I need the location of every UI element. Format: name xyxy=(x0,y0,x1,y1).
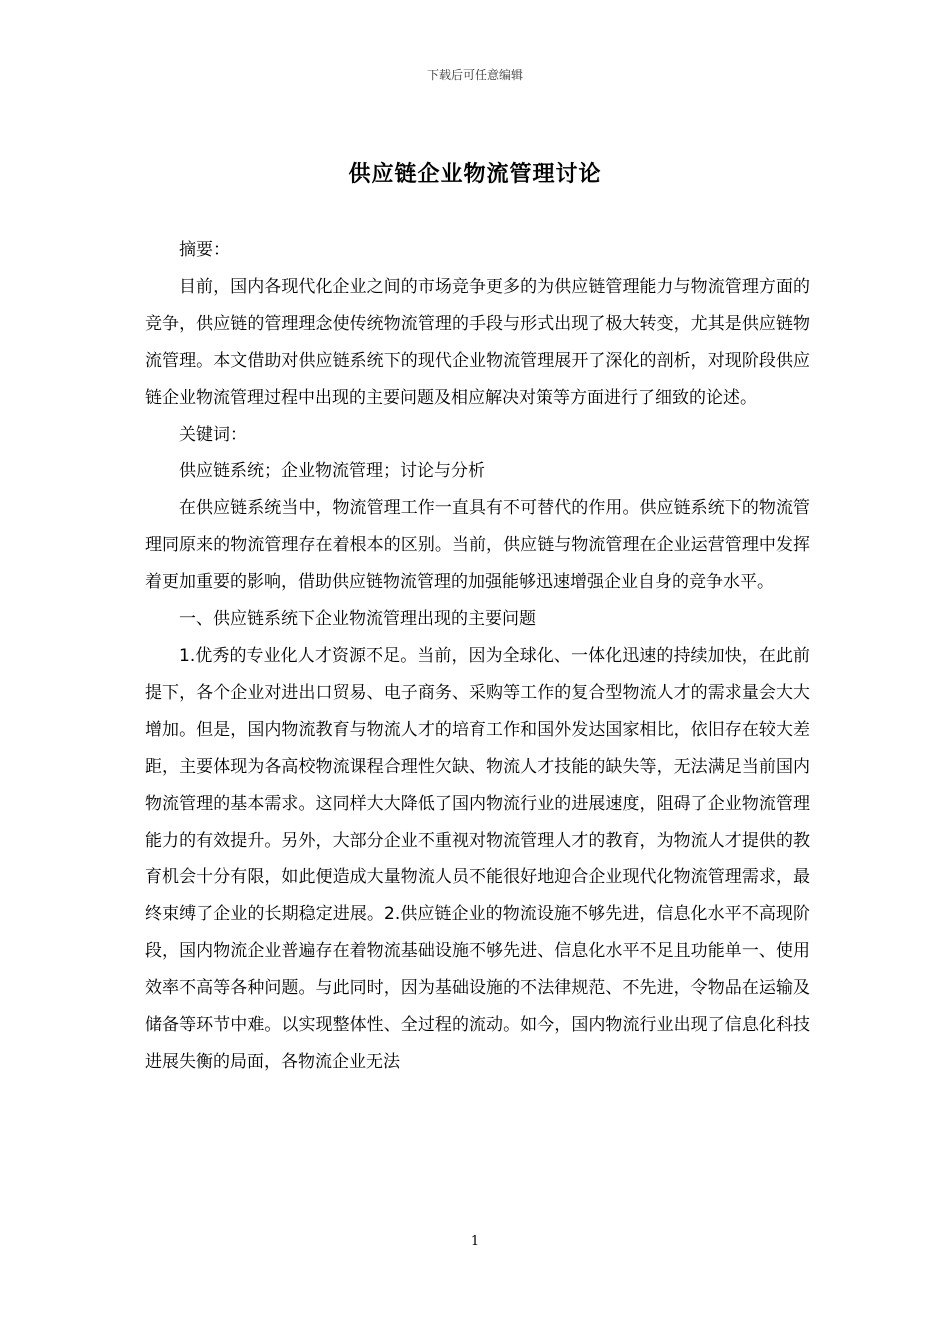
abstract-heading: 摘要： xyxy=(179,240,230,260)
document-body xyxy=(145,232,810,1081)
section-1-paragraph: 1.优秀的专业化人才资源不足。当前，因为全球化、一体化迅速的持续加快，在此前提下，各个企业对进出口贸易、电子商务、采购等工作的复合型物流人才的需求量会大大增加。但是，国内物流教育与物流人才的培育工作和国外发达国家相比，依旧存在较大差距，主要体现为各高校物流课程合理性欠缺、物流人才技能的缺失等，无法满足当前国内物流管理的基本需求。这同样大大降低了国内物流行业的进展速度，阻碍了企业物流管理能力的有效提升。另外，大部分企业不重视对物流管理人才的教育，为物流人才提供的教育机会十分有限，如此便造成大量物流人员不能很好地迎合企业现代化物流管理需求，最终束缚了企业的长期稳定进展。2.供应链企业的物流设施不够先进，信息化水平不高现阶段，国内物流企业普遍存在着物流基础设施不够先进、信息化水平不足且功能单一、使用效率不高等各种问题。与此同时，因为基础设施的不法律规范、不先进，令物品在运输及储备等环节中难。以实现整体性、全过程的流动。如今，国内物流行业出现了信息化科技进展失衡的局面，各物流企业无法 xyxy=(145,645,810,1072)
page-number: 1 xyxy=(470,1234,480,1249)
header-note: 下载后可任意编辑 xyxy=(426,68,523,82)
section-heading-1: 一、供应链系统下企业物流管理出现的主要问题 xyxy=(179,609,536,630)
abstract-paragraph: 目前，国内各现代化企业之间的市场竞争更多的为供应链管理能力与物流管理方面的竞争，供应链的管理理念使传统物流管理的手段与形式出现了极大转变，尤其是供应链物流管理。本文借助对供应链系统下的现代企业物流管理展开了深化的剖析，对现阶段供应链企业物流管理过程中出现的主要问题及相应解决对策等方面进行了细致的论述。 xyxy=(145,276,810,408)
keywords-list: 供应链系统；企业物流管理；讨论与分析 xyxy=(179,461,485,482)
keywords-heading: 关键词： xyxy=(179,424,247,445)
intro-paragraph: 在供应链系统当中，物流管理工作一直具有不可替代的作用。供应链系统下的物流管理同原来的物流管理存在着根本的区别。当前，供应链与物流管理在企业运营管理中发挥着更加重要的影响，借助供应链物流管理的加强能够迅速增强企业自身的竞争水平。 xyxy=(145,498,810,593)
document-title: 供应链企业物流管理讨论 xyxy=(348,162,602,187)
